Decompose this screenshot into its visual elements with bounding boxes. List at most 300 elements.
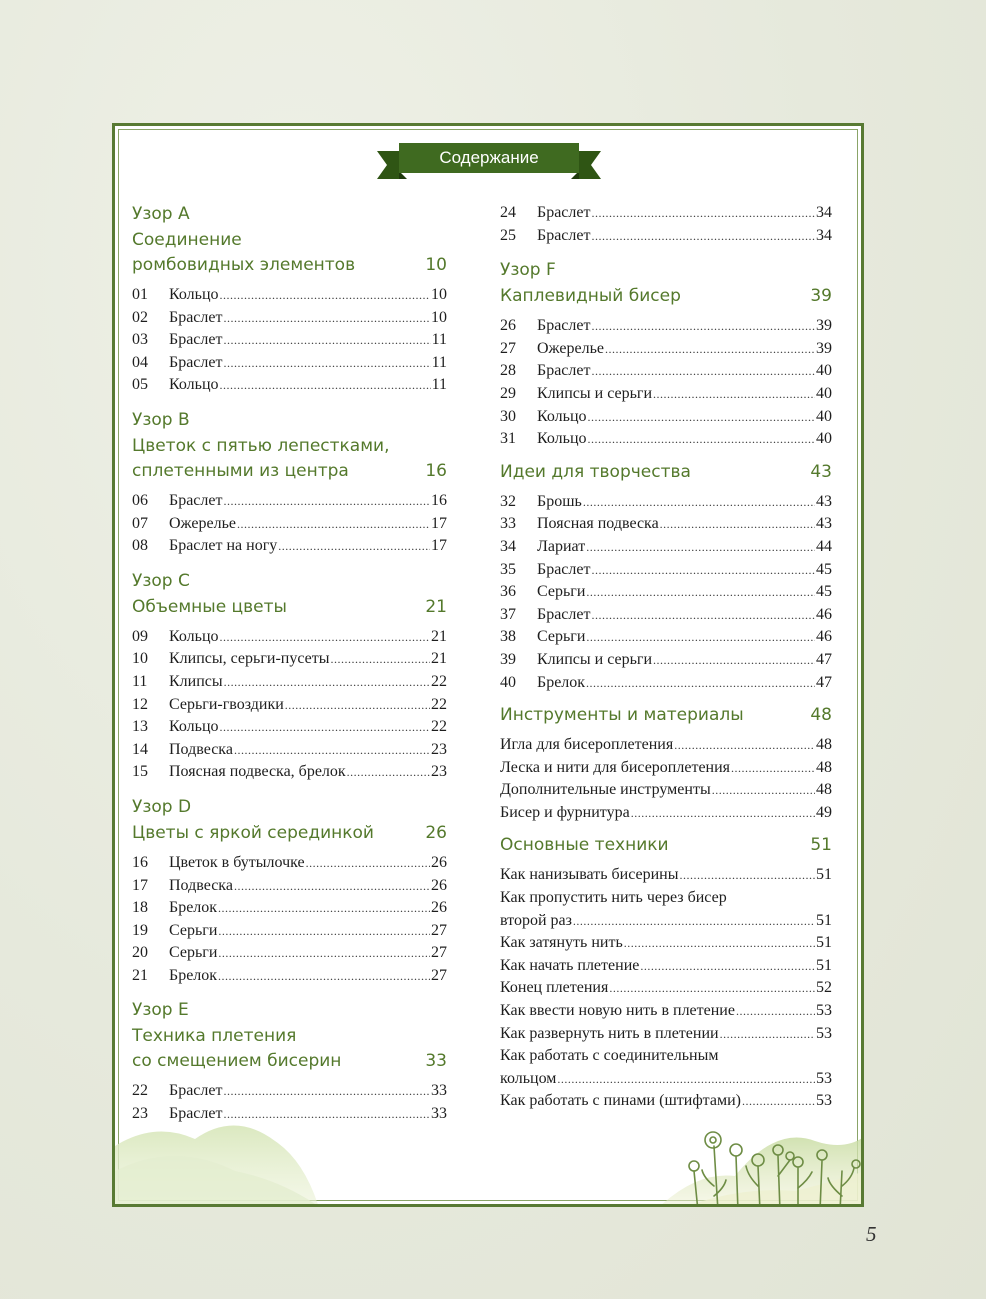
dot-leader: [220, 716, 430, 739]
entry-label: второй раз: [500, 911, 572, 929]
entry-page-number: 52: [816, 979, 832, 997]
dot-leader: [557, 1068, 815, 1091]
toc-entry[interactable]: [132, 852, 447, 875]
dot-leader: [224, 671, 430, 694]
dot-leader: [583, 491, 815, 514]
toc-entry[interactable]: [500, 581, 832, 604]
entry-label: Кольцо: [537, 430, 587, 448]
toc-entry[interactable]: [500, 802, 832, 825]
entry-page-number: 22: [431, 672, 447, 690]
section-page-number: 43: [810, 461, 832, 482]
entry-page-number: 17: [431, 537, 447, 555]
entry-number: 19: [132, 921, 148, 939]
section-title[interactable]: [132, 253, 447, 278]
dot-leader: [742, 1090, 815, 1113]
section-title[interactable]: [132, 821, 447, 846]
entry-page-number: 23: [431, 763, 447, 781]
section-title[interactable]: [132, 1049, 447, 1074]
entry-page-number: 47: [816, 650, 832, 668]
entry-number: 08: [132, 537, 148, 555]
toc-section: [132, 998, 447, 1023]
entry-label: Браслет: [537, 317, 591, 335]
toc-entry[interactable]: [132, 352, 447, 375]
dot-leader: [573, 910, 815, 933]
entry-number: 29: [500, 384, 516, 402]
entry-page-number: 39: [816, 339, 832, 357]
section-title-text: Узор F: [500, 260, 556, 281]
dot-leader: [640, 955, 815, 978]
toc-section: [132, 228, 447, 397]
entry-page-number: 47: [816, 673, 832, 691]
section-title-text: Основные техники: [500, 835, 669, 856]
toc-entry[interactable]: [500, 360, 832, 383]
flower-lineart-decoration: [680, 1126, 864, 1207]
toc-right-column: [500, 202, 832, 1122]
toc-entry[interactable]: [132, 307, 447, 330]
toc-entry[interactable]: [132, 1080, 447, 1103]
toc-entry[interactable]: [132, 626, 447, 649]
entry-label: Серьги: [537, 583, 586, 601]
dot-leader: [285, 694, 430, 717]
entry-label: Серьги: [169, 944, 218, 962]
toc-section: [500, 284, 832, 451]
toc-entry[interactable]: [500, 977, 832, 1000]
entry-label: Браслет: [169, 491, 223, 509]
entry-label: Игла для бисероплетения: [500, 736, 674, 754]
entry-number: 17: [132, 876, 148, 894]
section-title-text: со смещением бисерин: [132, 1051, 342, 1072]
dot-leader: [220, 374, 431, 397]
section-title[interactable]: [500, 833, 832, 858]
entry-number: 34: [500, 537, 516, 555]
entry-number: 04: [132, 353, 148, 371]
entry-label: Как ввести новую нить в плетение: [500, 1002, 735, 1020]
section-title[interactable]: [132, 434, 447, 459]
entry-page-number: 26: [431, 876, 447, 894]
section-title-text: Узор E: [132, 1000, 189, 1021]
entry-number: 07: [132, 514, 148, 532]
entry-label: Клипсы и серьги: [537, 650, 653, 668]
entry-number: 11: [132, 672, 148, 690]
section-title-text: Узор A: [132, 204, 190, 224]
toc-entry-line[interactable]: Как пропустить нить через бисер: [500, 889, 727, 907]
toc-entry[interactable]: [132, 694, 447, 717]
entry-page-number: 11: [431, 376, 447, 394]
toc-entry[interactable]: [132, 897, 447, 920]
entry-label: Браслет: [169, 331, 223, 349]
entry-page-number: 22: [431, 718, 447, 736]
toc-entry[interactable]: [500, 559, 832, 582]
entry-page-number: 33: [431, 1105, 447, 1123]
dot-leader: [234, 875, 430, 898]
entry-number: 05: [132, 376, 148, 394]
section-title-text: Узор B: [132, 409, 190, 430]
section-page-number: 26: [425, 822, 447, 843]
toc-entry[interactable]: [132, 535, 447, 558]
dot-leader: [586, 672, 815, 695]
entry-number: 15: [132, 763, 148, 781]
entry-label: Бисер и фурнитура: [500, 803, 630, 821]
toc-entry[interactable]: [500, 383, 832, 406]
section-title[interactable]: [500, 460, 832, 485]
toc-entry[interactable]: [132, 920, 447, 943]
dot-leader: [631, 802, 815, 825]
section-title[interactable]: [132, 795, 447, 820]
toc-section: [500, 703, 832, 824]
entry-label: Лариат: [537, 537, 586, 555]
contents-frame: [112, 123, 864, 1207]
entry-page-number: 10: [431, 308, 447, 326]
toc-left-column: [132, 202, 447, 1135]
entry-label: Кольцо: [537, 407, 587, 425]
dot-leader: [223, 329, 430, 352]
toc-entry-line[interactable]: Как работать с соединительным: [500, 1047, 719, 1065]
section-title[interactable]: [132, 202, 447, 227]
toc-entry[interactable]: [500, 757, 832, 780]
toc-section: [132, 569, 447, 594]
entry-label: Браслет: [169, 1105, 223, 1123]
dot-leader: [605, 338, 815, 361]
entry-number: 25: [500, 226, 516, 244]
entry-label: Поясная подвеска, брелок: [169, 763, 346, 781]
entry-page-number: 40: [816, 362, 832, 380]
entry-page-number: 40: [816, 430, 832, 448]
toc-entry[interactable]: [500, 406, 832, 429]
dot-leader: [674, 734, 815, 757]
section-title-text: Цветы с яркой серединкой: [132, 822, 374, 843]
entry-label: Кольцо: [169, 718, 219, 736]
dot-leader: [720, 1023, 815, 1046]
entry-number: 32: [500, 492, 516, 510]
toc-entry[interactable]: [132, 513, 447, 536]
entry-page-number: 26: [431, 853, 447, 871]
section-title[interactable]: [500, 258, 832, 283]
section-title-text: Инструменты и материалы: [500, 705, 744, 726]
entry-label: Клипсы, серьги-пусеты: [169, 650, 330, 668]
entry-page-number: 43: [816, 515, 832, 533]
toc-entry[interactable]: [500, 626, 832, 649]
entry-label: Брошь: [537, 492, 582, 510]
entry-number: 10: [132, 650, 148, 668]
toc-section: [500, 833, 832, 1113]
dot-leader: [218, 942, 430, 965]
entry-number: 09: [132, 627, 148, 645]
entry-number: 01: [132, 286, 148, 303]
toc-entry[interactable]: [500, 864, 832, 887]
section-title[interactable]: [132, 228, 447, 253]
toc-entry[interactable]: [132, 648, 447, 671]
dot-leader: [736, 1000, 815, 1023]
toc-section: [132, 408, 447, 433]
entry-number: 31: [500, 430, 516, 448]
toc-entry[interactable]: [500, 536, 832, 559]
entry-page-number: 51: [816, 934, 832, 952]
entry-number: 02: [132, 308, 148, 326]
toc-section: [500, 258, 832, 283]
entry-label: Браслет: [537, 362, 591, 380]
entry-label: Браслет: [537, 605, 591, 623]
entry-label: Брелок: [169, 899, 218, 917]
entry-page-number: 51: [816, 911, 832, 929]
section-title-text: Объемные цветы: [132, 596, 287, 617]
entry-label: Брелок: [169, 966, 218, 984]
entry-page-number: 27: [431, 966, 447, 984]
dot-leader: [347, 761, 430, 784]
entry-page-number: 34: [816, 226, 832, 244]
toc-entry[interactable]: [500, 910, 832, 933]
toc-entry[interactable]: [132, 875, 447, 898]
toc-entry[interactable]: [500, 649, 832, 672]
entry-page-number: 46: [816, 628, 832, 646]
dot-leader: [660, 513, 815, 536]
entry-label: Серьги: [537, 628, 586, 646]
toc-entry[interactable]: [500, 1023, 832, 1046]
entry-page-number: 53: [816, 1024, 832, 1042]
toc-entry[interactable]: [500, 491, 832, 514]
entry-label: Поясная подвеска: [537, 515, 659, 533]
toc-entry[interactable]: [132, 761, 447, 784]
section-page-number: 51: [810, 835, 832, 856]
dot-leader: [588, 428, 815, 451]
entry-label: Как затянуть нить: [500, 934, 623, 952]
entry-page-number: 40: [816, 407, 832, 425]
toc-entry[interactable]: [132, 329, 447, 352]
section-title[interactable]: [132, 459, 447, 484]
dot-leader: [591, 360, 815, 383]
entry-label: кольцом: [500, 1069, 557, 1087]
entry-number: 16: [132, 853, 148, 871]
toc-entry[interactable]: [500, 779, 832, 802]
section-title-text: Узор D: [132, 796, 192, 817]
toc-entry[interactable]: [132, 671, 447, 694]
toc-entry[interactable]: [500, 734, 832, 757]
entry-label: Браслет: [169, 353, 223, 371]
section-title-text: Узор C: [132, 570, 190, 591]
entry-page-number: 10: [431, 286, 447, 303]
entry-number: 22: [132, 1082, 148, 1100]
entry-label: Кольцо: [169, 376, 219, 394]
entry-label: Браслет на ногу: [169, 537, 278, 555]
dot-leader: [223, 352, 430, 375]
entry-page-number: 53: [816, 1092, 832, 1110]
dot-leader: [218, 897, 430, 920]
toc-entry[interactable]: [500, 1090, 832, 1113]
entry-number: 40: [500, 673, 516, 691]
entry-label: Браслет: [537, 226, 591, 244]
toc-entry[interactable]: [500, 202, 832, 225]
entry-number: 30: [500, 407, 516, 425]
entry-page-number: 22: [431, 695, 447, 713]
entry-number: 26: [500, 317, 516, 335]
entry-page-number: 26: [431, 899, 447, 917]
toc-entry[interactable]: [132, 1103, 447, 1126]
toc-entry[interactable]: [500, 672, 832, 695]
entry-number: 27: [500, 339, 516, 357]
toc-entry[interactable]: [500, 338, 832, 361]
toc-entry[interactable]: [500, 955, 832, 978]
toc-entry[interactable]: [500, 315, 832, 338]
dot-leader: [223, 490, 430, 513]
dot-leader: [609, 977, 815, 1000]
entry-page-number: 39: [816, 317, 832, 335]
entry-label: Ожерелье: [169, 514, 236, 532]
entry-page-number: 45: [816, 560, 832, 578]
toc-entry[interactable]: [500, 1000, 832, 1023]
dot-leader: [306, 852, 430, 875]
section-title-text: ромбовидных элементов: [132, 255, 356, 275]
toc-entry[interactable]: [132, 284, 447, 307]
toc-section: [132, 202, 447, 227]
section-title-text: Техника плетения: [132, 1026, 297, 1047]
entry-label: Клипсы: [169, 672, 223, 690]
entry-number: 28: [500, 362, 516, 380]
entry-number: 13: [132, 718, 148, 736]
entry-number: 23: [132, 1105, 148, 1123]
entry-label: Браслет: [169, 1082, 223, 1100]
toc-section: [132, 434, 447, 558]
entry-page-number: 53: [816, 1002, 832, 1020]
section-title[interactable]: [132, 595, 447, 620]
entry-page-number: 48: [816, 758, 832, 776]
toc-entry[interactable]: [500, 1068, 832, 1091]
dot-leader: [218, 920, 430, 943]
entry-label: Конец плетения: [500, 979, 609, 997]
dot-leader: [591, 225, 815, 248]
toc-entry[interactable]: [500, 513, 832, 536]
entry-label: Как нанизывать бисерины: [500, 866, 679, 884]
toc-section: [132, 821, 447, 988]
dot-leader: [591, 604, 815, 627]
entry-page-number: 43: [816, 492, 832, 510]
toc-entry[interactable]: [132, 490, 447, 513]
toc-entry[interactable]: [132, 374, 447, 397]
dot-leader: [586, 536, 815, 559]
entry-label: Брелок: [537, 673, 586, 691]
section-title-text: Цветок с пятью лепестками,: [132, 435, 390, 456]
section-page-number: 21: [425, 596, 447, 617]
entry-number: 38: [500, 628, 516, 646]
dot-leader: [218, 965, 430, 988]
dot-leader: [653, 383, 815, 406]
section-title-text: сплетенными из центра: [132, 460, 349, 481]
entry-number: 20: [132, 944, 148, 962]
section-title[interactable]: [132, 569, 447, 594]
entry-number: 21: [132, 966, 148, 984]
toc-section: [500, 460, 832, 694]
entry-label: Подвеска: [169, 876, 233, 894]
toc-entry[interactable]: [132, 739, 447, 762]
entry-label: Кольцо: [169, 627, 219, 645]
section-title[interactable]: [132, 998, 447, 1023]
entry-number: 14: [132, 740, 148, 758]
section-title-text: Идеи для творчества: [500, 461, 691, 482]
dot-leader: [680, 864, 816, 887]
dot-leader: [234, 739, 430, 762]
dot-leader: [220, 626, 430, 649]
dot-leader: [586, 581, 815, 604]
entry-page-number: 21: [431, 627, 447, 645]
section-page-number: 48: [810, 705, 832, 726]
entry-page-number: 40: [816, 384, 832, 402]
entry-label: Браслет: [537, 560, 591, 578]
toc-section: [500, 202, 832, 247]
dot-leader: [653, 649, 815, 672]
entry-number: 35: [500, 560, 516, 578]
entry-page-number: 48: [816, 736, 832, 754]
entry-number: 39: [500, 650, 516, 668]
entry-number: 33: [500, 515, 516, 533]
toc-entry[interactable]: [132, 942, 447, 965]
entry-page-number: 27: [431, 921, 447, 939]
entry-label: Браслет: [537, 204, 591, 221]
entry-label: Как развернуть нить в плетении: [500, 1024, 719, 1042]
section-title[interactable]: [132, 1024, 447, 1049]
dot-leader: [278, 535, 430, 558]
entry-page-number: 34: [816, 204, 832, 221]
section-title[interactable]: [500, 703, 832, 728]
section-title-text: Каплевидный бисер: [500, 286, 681, 307]
entry-label: Ожерелье: [537, 339, 604, 357]
dot-leader: [591, 202, 815, 225]
entry-label: Клипсы и серьги: [537, 384, 653, 402]
entry-number: 24: [500, 204, 516, 221]
dot-leader: [223, 307, 430, 330]
section-page-number: 33: [425, 1051, 447, 1072]
dot-leader: [223, 1080, 430, 1103]
entry-label: Серьги: [169, 921, 218, 939]
entry-label: Серьги-гвоздики: [169, 695, 284, 713]
dot-leader: [586, 626, 815, 649]
entry-label: Браслет: [169, 308, 223, 326]
toc-entry[interactable]: [132, 716, 447, 739]
entry-page-number: 23: [431, 740, 447, 758]
section-title-text: Соединение: [132, 230, 242, 250]
section-title[interactable]: [500, 284, 832, 309]
dot-leader: [223, 1103, 430, 1126]
entry-page-number: 51: [816, 866, 832, 884]
entry-page-number: 11: [431, 353, 447, 371]
entry-label: Как начать плетение: [500, 956, 640, 974]
entry-page-number: 46: [816, 605, 832, 623]
dot-leader: [220, 284, 430, 307]
toc-entry[interactable]: [500, 428, 832, 451]
entry-page-number: 16: [431, 491, 447, 509]
section-page-number: 16: [425, 460, 447, 481]
entry-page-number: 17: [431, 514, 447, 532]
entry-page-number: 44: [816, 537, 832, 555]
toc-entry[interactable]: [132, 965, 447, 988]
entry-page-number: 21: [431, 650, 447, 668]
entry-label: Кольцо: [169, 286, 219, 303]
entry-label: Подвеска: [169, 740, 233, 758]
section-page-number: 10: [425, 255, 447, 275]
entry-page-number: 33: [431, 1082, 447, 1100]
toc-entry[interactable]: [500, 604, 832, 627]
toc-section: [132, 1024, 447, 1125]
page-number: 5: [866, 1222, 877, 1246]
toc-entry[interactable]: [500, 932, 832, 955]
toc-section: [132, 595, 447, 784]
entry-page-number: 51: [816, 956, 832, 974]
entry-label: Как работать с пинами (штифтами): [500, 1092, 741, 1110]
dot-leader: [624, 932, 815, 955]
section-title[interactable]: [132, 408, 447, 433]
entry-page-number: 45: [816, 583, 832, 601]
toc-entry[interactable]: [500, 225, 832, 248]
entry-number: 18: [132, 899, 148, 917]
entry-number: 03: [132, 331, 148, 349]
entry-number: 12: [132, 695, 148, 713]
